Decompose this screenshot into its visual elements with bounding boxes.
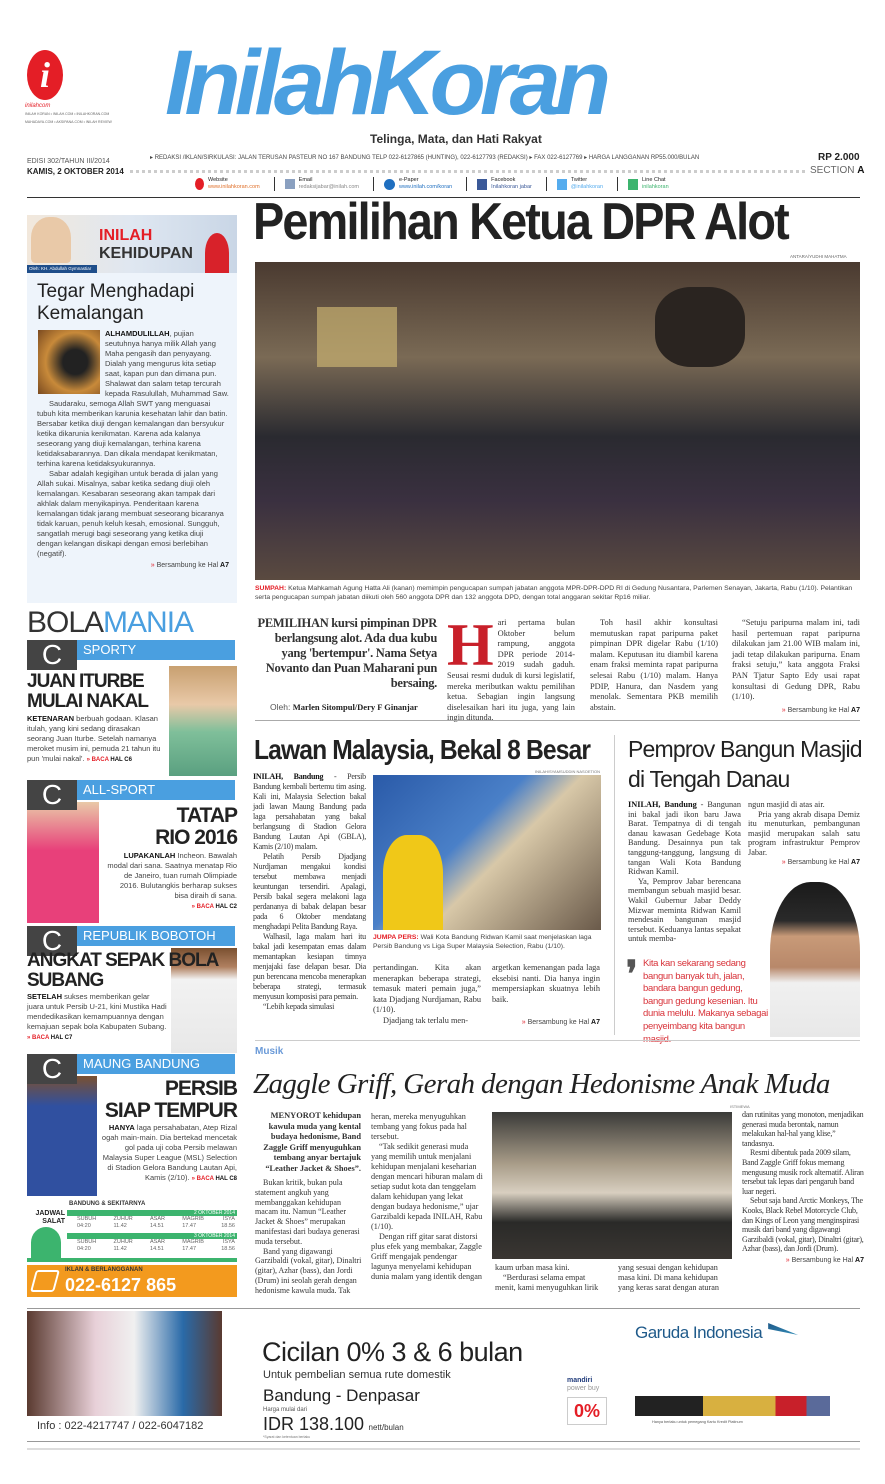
photo-credit: ANTARA/YUDHI MAHATMA <box>790 254 847 259</box>
malaysia-caption: JUMPA PERS: Wali Kota Bandung Ridwan Kamil saat menjelaskan laga Persib Bandung vs Liga Super Malaysia Selection, Rabu (1/10). <box>373 934 592 950</box>
c-badge: C <box>27 640 77 670</box>
masthead <box>0 0 885 200</box>
time-slot: SUBUH 04:20 <box>77 1239 97 1252</box>
main-headline[interactable]: Pemilihan Ketua DPR Alot <box>253 193 788 251</box>
photo-credit: ISTIMEWA <box>730 1104 750 1109</box>
quote-open-icon: ❜ <box>626 954 638 994</box>
paragraph: ari pertama bulan Oktober belum rampung, anggota DPR periode 2014-2019 sudah gaduh. Seusai resmi duduk di kursi legislatif, mereka meributkan waktu pemilihan ketua. Sebagian ingin langsung diselesaikan hari itu juga, yang lain ingin ditunda. <box>447 618 575 723</box>
category-bar: SPORTY <box>27 640 235 660</box>
c-badge: C <box>27 1054 77 1084</box>
address: REDAKSI /IKLAN/SIRKULASI: JALAN TERUSAN PASTEUR NO 167 BANDUNG TELP 022-6127865 (HUNTING), 022-6127793 (REDAKSI) <box>154 155 528 161</box>
kehidupan-body <box>37 329 229 571</box>
ad-headline: Cicilan 0% 3 & 6 bulan <box>262 1337 523 1367</box>
ad-from: Harga mulai dari <box>263 1407 308 1413</box>
malaysia-col-3: argetkan kemenangan pada laga eksebisi nanti. Dia hanya ingin mempersiapkan skuatnya lebih baik. <box>492 963 600 1004</box>
title-line: RIO 2016 <box>155 826 237 849</box>
ad-sub: Untuk pembelian semua rute domestik <box>263 1369 451 1381</box>
title-line: PERSIB <box>164 1077 237 1100</box>
page-bottom-rule <box>27 1448 860 1450</box>
pemprov-photo <box>770 882 860 1037</box>
continued-link[interactable]: » Bersambung ke Hal A7 <box>781 707 860 714</box>
musik-headline[interactable]: Zaggle Griff, Gerah dengan Hedonisme Anak Muda <box>253 1068 830 1100</box>
edition: EDISI 302/TAHUN III/2014 <box>27 158 110 165</box>
contact-email[interactable] <box>274 177 359 191</box>
contact-epaper[interactable] <box>373 177 452 191</box>
musik-col-4: yang sesuai dengan kehidupan masa kini. Di mana kehidupan yang keras sarat dengan aturan <box>618 1263 719 1292</box>
salat-date: 3 OKTOBER 2014 <box>67 1233 237 1239</box>
title-line: JUAN ITURBE <box>27 671 144 692</box>
contact-label: Twitter <box>570 177 588 183</box>
continued-link[interactable]: » Bersambung ke Hal A7 <box>150 562 229 569</box>
author-label: Oleh: KH. Abdullah Gymnastiar <box>27 265 97 273</box>
price: RP 2.000 <box>818 152 860 163</box>
category-bar: ALL-SPORT <box>27 780 235 800</box>
contact-value: www.inilahkoran.com <box>208 184 260 190</box>
ad-info: Info : 022-4217747 / 022-6047182 <box>37 1420 204 1432</box>
item-text: LUPAKANLAH Incheon. Bawalah modal dari sana. Saatnya menatap Rio de Janeiro, tuan rumah Olimpiade 2016. Bulutangkis berharap sukses bisa diraih di sana. » BACA HAL C2 <box>107 851 237 910</box>
banner-title-1: INILAH <box>99 227 153 244</box>
phone-icon <box>30 1270 60 1292</box>
contact-value: Inilahkoran jabar <box>491 184 532 190</box>
ad-route: Bandung - Denpasar <box>263 1386 420 1405</box>
contact-facebook[interactable] <box>466 177 532 191</box>
title-line: TATAP <box>176 804 237 827</box>
fax: FAX 022-6127769 <box>534 155 583 161</box>
title-line: SIAP TEMPUR <box>104 1099 237 1122</box>
item-title <box>155 805 237 849</box>
inilah-icon <box>195 178 204 190</box>
pemprov-col-1: INILAH, Bandung - Bangunan ini bakal jadi ikon baru Jawa Barat. Tempatnya di di tengah danau kawasan Gedebage Kota Bandung. Desainnya pun tak tanggung-tanggung, langsung di tangan Wali Kota Bandung Ridwan Kamil. Ya, Pemprov Jabar berencana membangun sebuah masjid besar. Wakil Gubernur Jabar Deddy Mizwar meminta Ridwan Kamil mendesain bangunan masjid tersebut. Keduanya lantas sepakat untuk memba- <box>628 800 741 944</box>
garuda-ad[interactable] <box>27 1308 860 1442</box>
main-deck: PEMILIHAN kursi pimpinan DPR berlangsung alot. Ada dua kubu yang 'bertempur'. Nama Setya Novanto dan Puan Maharani pun bersaing. <box>257 616 437 690</box>
speaker-figure <box>383 835 443 930</box>
contact-label: e-Paper <box>398 177 419 183</box>
category-bar: MAUNG BANDUNG <box>27 1054 235 1074</box>
credit-cards <box>635 1396 830 1416</box>
time-slot: ZUHUR 11.42 <box>113 1216 133 1229</box>
salat-base <box>27 1258 237 1262</box>
byline-label: Oleh: <box>270 702 291 712</box>
ad-price: IDR 138.100 nett/bulan <box>263 1414 404 1434</box>
epaper-icon <box>384 179 395 190</box>
mosque-icon <box>31 1227 61 1258</box>
logo-site: inilahcom <box>25 103 51 109</box>
iklan-phone: 022-6127 865 <box>65 1275 177 1295</box>
item-title <box>105 1078 237 1122</box>
dropcap: H <box>447 612 494 678</box>
item-title <box>27 951 218 991</box>
continued-link[interactable]: » Bersambung ke Hal A7 <box>785 1256 864 1264</box>
time-slot: ISYA 18.56 <box>221 1216 235 1229</box>
ad-terms: *Syarat dan ketentuan berlaku <box>263 1435 311 1439</box>
contact-bar <box>195 177 669 191</box>
musik-col-5: dan rutinitas yang monoton, menjadikan generasi muda berontak, namun melakukan hal-hal yang klise,” tandasnya. Resmi dibentuk pada 2009 silam, Band Zaggle Griff fokus memang mengusung musik rock alternatif. Aliran tersebut tak lepas dari pengaruh band luar negeri. Sebut saja band Arctic Monkeys, The Kooks, Black Rebel Motorcycle Club, dan Kings of Leon yang menginspirasi musik dari band yang digawangi Garzibaldi (vokal, gitar), Dinaltri (gitar), Azhar (bass), dan Jordi (Drum). » Bersambung ke Hal A7 <box>742 1110 864 1264</box>
title-line: SUBANG <box>27 970 104 991</box>
item-text: SETELAH sukses memberikan gelar juara untuk Persib U-21, kini Mustika Hadi mendedikasikan kemampuannya dengan kemajuan sepak bola Kabupaten Subang. » BACA HAL C7 <box>27 992 167 1041</box>
contact-label: Email <box>298 177 313 183</box>
logo-line: MAHADAYA.COM • AKSIPANA.COM • INILAH REVIEW <box>25 120 112 124</box>
bola-item-allsport[interactable] <box>27 780 237 923</box>
paragraph: , pujian seutuhnya hanya milik Allah yang Maha pengasih dan penyayang. Dialah yang mengurus kita setiap saat, kapan pun dan dimana pun. Shalawat dan salam tetap tercurah kepada Rasulullah, Muhammad Saw. <box>105 329 229 398</box>
salat-label: JADWAL SALAT <box>35 1210 65 1225</box>
musik-col-3: kaum urban masa kini. “Berdurasi selama empat menit, kami menyuguhkan lirik <box>495 1263 599 1292</box>
paragraph: Saudaraku, semoga Allah SWT yang menguasai tubuh kita memberikan karunia kesehatan lahir dan batin. Bersabar ketika diuji dengan kemalangan dan bersyukur ketika dikarunia kenikmatan. Karena ada kalanya seseorang yang diuji kemalangan, terhina karena ketidaksabarannya. Dan dikala mendapat kenikmatan, terhina karena ketidaksyukurannya. <box>37 399 228 468</box>
masthead-title: InilahKoran <box>165 32 606 134</box>
contact-line[interactable] <box>617 177 669 191</box>
screen-display <box>317 307 397 367</box>
contact-value: inilahkoran <box>642 184 669 190</box>
subscription: HARGA LANGGANAN RP55.000/BULAN <box>588 155 700 161</box>
time-slot: ZUHUR 11.42 <box>113 1239 133 1252</box>
contact-website[interactable] <box>195 177 260 191</box>
bola-item-bobotoh[interactable] <box>27 926 237 1053</box>
pemprov-col-2: ngun masjid di atas air. Pria yang akrab disapa Demiz itu menuturkan, pembangunan masjid merupakan salah satu program infrastruktur Pemprov Jabar. » Bersambung ke Hal A7 <box>748 800 860 866</box>
category-bar: REPUBLIK BOBOTOH <box>27 926 235 946</box>
section-label <box>810 165 864 177</box>
section-letter: A <box>857 165 865 176</box>
continued-link[interactable]: » Bersambung ke Hal A7 <box>521 1019 600 1026</box>
time-slot: SUBUH 04:20 <box>77 1216 97 1229</box>
caption-text: Ketua Mahkamah Agung Hatta Ali (kanan) memimpin pengucapan sumpah jabatan anggota MPR-DPR-DPD RI di Gedung Nusantara, Parlemen Senayan, Jakarta, Rabu (1/10). Pelantikan serta pengucapan sumpah jabatan diikuti oleh 560 anggota DPR dan 132 anggota DPD, dengan total anggaran sekitar Rp16 miliar. <box>255 585 853 601</box>
twitter-icon <box>557 179 567 190</box>
main-photo[interactable] <box>255 262 860 580</box>
malaysia-photo[interactable] <box>373 775 601 930</box>
kehidupan-box <box>27 215 237 603</box>
pull-quote: Kita kan sekarang sedang bangun banyak tuh, jalan, bandara bangun gedung, bangun gedung kesenian. Itu dunia melulu. Makanya sebagai penyeimbang kita bangun masjid. <box>643 958 768 1045</box>
item-title <box>27 672 148 712</box>
time-slot: ISYA 18.56 <box>221 1239 235 1252</box>
malaysia-col-1: INILAH, Bandung - Persib Bandung kembali bertemu tim asing. Kali ini, Malaysia Selection bakal jadi lawan Maung Bandung pada laga persahabatan yang bakal berlangsung di Stadion Gelora Bandung Lautan Api (GBLA), Kamis (2/10) malam. Pelatih Persib Djadjang Nurdjaman mengakui kondisi tersebut membawa menjadi keuntungan tersendiri. Apalagi, Persib bakal segera melakoni laga perdananya di babak delapan besar pada 6 Oktober mendatang menghadapi Pelita Bandung Raya. Walhasil, laga malam hari itu bakal jadi kesempatan emas dalam memantapkan kesiapan timnya menjajaki fase delapan besar. Dia pun berencana mencoba menerapkan beberapa strategi, termasuk menyusun komposisi para pemain. “Lebih kepada simulasi <box>253 772 366 1011</box>
banner-title-2: KEHIDUPAN <box>99 245 193 262</box>
time-slot: MAGRIB 17.47 <box>182 1239 204 1252</box>
musik-deck: MENYOROT kehidupan kawula muda yang kental budaya hedonisme, Band Zaggle Griff menyuguhkan tembang anyar bertajuk “Leather Jacket & Shoes”. <box>263 1111 361 1173</box>
salat-day <box>67 1210 237 1230</box>
card-note: Hanya berlaku untuk pemegang Kartu Kredit Platinum <box>652 1420 743 1424</box>
divider <box>255 720 860 721</box>
garuda-logo: Garuda Indonesia <box>635 1323 798 1343</box>
prayer-figure-icon <box>205 233 229 273</box>
paragraph: Sabar adalah kegigihan untuk berada di jalan yang Allah sukai. Misalnya, sabar ketika sedang diuji oleh kemalangan. Kesabaran seseorang akan tampak dari akhlak dalam menyikapinya. Penderitaan karena kemalangan tidak jarang membuat seseorang bicaranya tidak karuan, penuh keluh kesah, emosional. Sungguh, sangatlah merugi bagi seseorang yang ketika diuji dengan kelangan disikapi dengan emosi berlebihan (negatif). <box>37 469 224 558</box>
author-photo <box>31 217 71 263</box>
contact-value: www.inilah.com/koran <box>398 184 453 190</box>
musik-col-2: heran, mereka menyuguhkan tembang yang fokus pada hal tersebut. “Tak sedikit generasi muda yang memilih untuk menjalani kehidupan menjalani keseharian dengan mencari hiburan malam di setiap sudut kota dan tenggelam dalam kehidupan yang lekat dengan budaya hedonisme,” ujar Garzibaldi kepada INILAH, Rabu (1/10). Dengan riff gitar sarat distorsi plus efek yang membakar, Zaggle Griff mengajak pendengar lagunya menyelami kehidupan dunia malam yang identik dengan <box>371 1112 483 1281</box>
pemprov-headline[interactable]: Pemprov Bangun Masjid di Tengah Danau <box>628 736 862 792</box>
contact-value: redaksijabar@inilah.com <box>298 184 359 190</box>
caption-label: SUMPAH: <box>255 585 287 592</box>
maung-photo <box>27 1076 97 1196</box>
malaysia-col-2: pertandingan. Kita akan menerapkan beberapa strategi, temasuk materi pemain juga,” kata Djadjang Nurdjaman, Rabu (1/10). Djadjang tak terlalu men- <box>373 963 481 1025</box>
vertical-divider <box>614 735 615 1035</box>
iklan-label: IKLAN & BERLANGGANAN <box>65 1267 143 1273</box>
line-icon <box>628 179 638 190</box>
lead-word: ALHAMDULILLAH <box>105 329 170 338</box>
kehidupan-banner <box>27 215 237 273</box>
contact-label: Website <box>208 177 228 183</box>
zero-badge: 0% <box>567 1397 607 1425</box>
salat-date: 2 OKTOBER 2014 <box>67 1210 237 1216</box>
main-col-3: “Setuju paripurna malam ini, tadi hasil pertemuan rapat paripurna dilakukan jam 21.00 WIB malam ini, jadi tetap dilakukan paripurna. Enam fraksi setuju,” kata anggota Fraksi PAN Tjatur Sapto Edy usai rapat konsultasi di Gedung DPR, Rabu (1/10). <box>732 618 860 702</box>
title-part: BOLA <box>27 606 104 639</box>
c-badge: C <box>27 926 77 956</box>
salat-box <box>27 1200 237 1262</box>
main-col-1 <box>447 612 575 724</box>
logo-line: INILAH KORAN • INILAH.COM • INILAHKORAN.COM <box>25 112 110 116</box>
byline-name: Marlen Sitompul/Dery F Ginanjar <box>292 702 418 712</box>
musik-kicker: Musik <box>255 1046 284 1057</box>
divider <box>255 1040 860 1041</box>
garuda-bird-icon <box>768 1323 798 1343</box>
title-line: MULAI NAKAL <box>27 691 148 712</box>
malaysia-headline[interactable]: Lawan Malaysia, Bekal 8 Besar <box>254 734 591 765</box>
allsport-photo <box>27 802 99 923</box>
bola-item-maung[interactable] <box>27 1054 237 1196</box>
contact-twitter[interactable] <box>546 177 603 191</box>
musik-photo[interactable] <box>492 1112 732 1259</box>
item-text: KETENARAN berbuah godaan. Klasan itulah, yang kini sedang dirasakan seorang Juan Iturbe. Setelah namanya meroket musim ini, pemuda 21 tahun itu pun 'mulai nakal'. » BACA HAL C6 <box>27 714 161 763</box>
sporty-photo <box>169 666 237 776</box>
garuda-emblem <box>655 287 745 367</box>
bola-item-sporty[interactable] <box>27 640 237 778</box>
email-icon <box>285 179 295 189</box>
salat-day <box>67 1233 237 1253</box>
mandiri-logo: mandiri power buy <box>567 1377 600 1392</box>
inilah-logo[interactable]: i <box>27 50 63 100</box>
continued-link[interactable]: » Bersambung ke Hal A7 <box>781 858 860 866</box>
contact-value: @inilahkoran <box>570 184 604 190</box>
facebook-icon <box>477 179 487 190</box>
salat-region: BANDUNG & SEKITARNYA <box>69 1201 146 1207</box>
main-caption <box>255 584 860 602</box>
musik-col-1: Bukan kritik, bukan pula statement angkuh yang membanggakan kehidupan macam itu. Namun “Leather Jacket & Shoes” merupakan manifestasi dari budaya generasi muda tersebut. Band yang digawangi Garzibaldi (vokal, gitar), Dinaltri (gitar), Azhar (bass), dan Jordi (Drum) ini seolah gerah dengan hedonisme kawula muda. Tak <box>255 1178 362 1295</box>
tagline: Telinga, Mata, dan Hati Rakyat <box>370 132 542 146</box>
title-part: MANIA <box>103 606 194 639</box>
c-badge: C <box>27 780 77 810</box>
contact-label: Facebook <box>491 177 516 183</box>
item-text: HANYA laga persahabatan, Atep Rizal ogah main-main. Dia bertekad mencetak gol pada uji coba Persib melawan Malaysia Super League (MSL) Selection di Stadion Gelora Bandung Lautan Api, Kamis (2/10). » BACA HAL C8 <box>101 1123 237 1182</box>
time-slot: ASAR 14.51 <box>150 1239 165 1252</box>
contact-label: Line Chat <box>642 177 666 183</box>
time-slot: ASAR 14.51 <box>150 1216 165 1229</box>
section-text: SECTION <box>810 165 855 176</box>
iklan-box[interactable] <box>27 1265 237 1297</box>
info-line: ▸ REDAKSI /IKLAN/SIRKULASI: JALAN TERUSAN PASTEUR NO 167 BANDUNG TELP 022-6127865 (HUNTING), 022-6127793 (REDAKSI) ▸ FAX 022-6127769 ▸ HARGA LANGGANAN RP55.000/BULAN <box>150 155 700 161</box>
title-line: ANGKAT SEPAK BOLA <box>27 950 219 971</box>
byline <box>270 702 418 712</box>
issue-date: KAMIS, 2 OKTOBER 2014 <box>27 167 124 176</box>
ad-photo <box>27 1311 222 1416</box>
dashed-divider <box>130 170 805 173</box>
kehidupan-title: Tegar Menghadapi Kemalangan <box>37 281 195 324</box>
photo-credit: INILAH/SYAMSUDDIN NASOETION <box>535 769 601 774</box>
time-slot: MAGRIB 17.47 <box>182 1216 204 1229</box>
bolamania-title <box>27 607 193 639</box>
main-col-2: Toh hasil akhir konsultasi memutuskan rapat paripurna paket pimpinan DPR digelar Rabu (1/10) malam. Keputusan itu diambil karena enam fraksi meminta rapat paripurna selesai Rabu (1/10) malam. Hanya PDIP, Hanura, dan Nasdem yang menolak. Sementara PKB memilih abstain. <box>590 618 718 712</box>
